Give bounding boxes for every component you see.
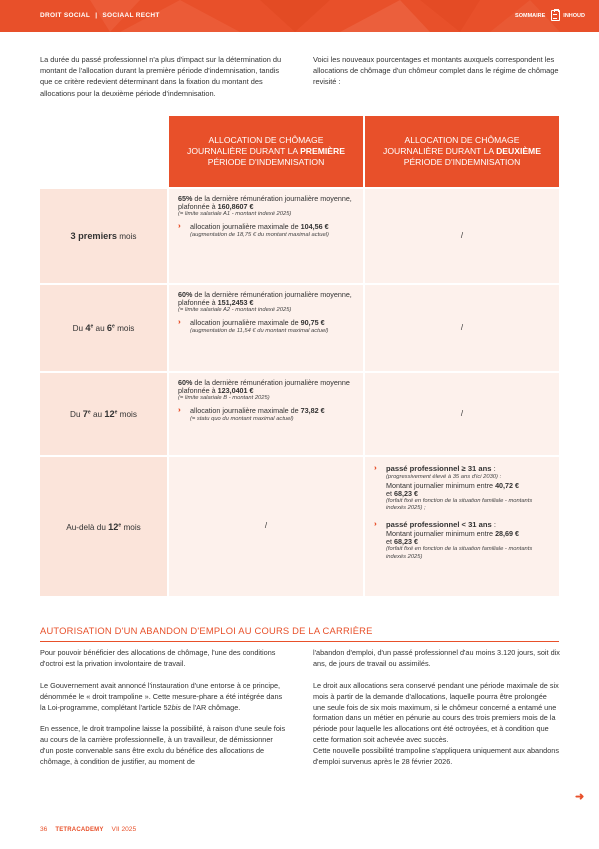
section-divider xyxy=(40,641,559,642)
seniority-below-31-colon: : xyxy=(491,519,496,529)
body-column-right xyxy=(313,648,561,768)
paragraph: Pour pouvoir bénéficier des allocations de chômage, l'une des conditions d'octroi est la privation involontaire de travail. xyxy=(40,648,276,668)
row-label-sup1: e xyxy=(90,323,94,330)
allocation-table xyxy=(40,116,559,598)
min-amount-text: Montant journalier minimum entre xyxy=(386,480,496,490)
arrow-right-icon[interactable]: ➜ xyxy=(575,791,585,803)
header-blank xyxy=(40,116,167,188)
second-period-cell xyxy=(365,456,559,597)
clipboard-icon[interactable] xyxy=(551,10,560,21)
ceiling-note: (= limite salariale A2 - montant indexé 2025) xyxy=(178,307,292,314)
and-text: et xyxy=(386,537,394,547)
section-title: AUTORISATION D'UN ABANDON D'EMPLOI AU COURS DE LA CARRIÈRE xyxy=(40,625,373,636)
double-chevron-icon: ›› xyxy=(374,520,375,528)
min-amount-low: 40,72 € xyxy=(495,480,520,490)
top-banner xyxy=(0,0,599,32)
row-label-sup2: e xyxy=(112,323,115,330)
rate-text xyxy=(178,195,355,211)
rate-text xyxy=(178,379,355,395)
row-label xyxy=(40,284,167,372)
page-footer xyxy=(40,826,136,833)
toc-link[interactable] xyxy=(515,10,585,21)
header-second-pre: ALLOCATION DE CHÔMAGE JOURNALIÈRE DURANT LA xyxy=(383,134,520,156)
tetracademy-logo: TETRACADEMY xyxy=(55,826,104,833)
row-label xyxy=(40,456,167,597)
ceiling-amount: 123,0401 € xyxy=(217,386,254,396)
row-label-pre: Du xyxy=(70,410,83,419)
row-label xyxy=(40,188,167,284)
row-label-num: 12 xyxy=(108,521,119,532)
and-text: et xyxy=(386,488,394,498)
row-label-num2: 6 xyxy=(106,323,113,333)
second-period-cell: / xyxy=(365,284,559,372)
header-second-post: PÉRIODE D'INDEMNISATION xyxy=(403,157,521,168)
first-period-cell xyxy=(169,372,363,456)
first-period-cell xyxy=(169,188,363,284)
seniority-31-plus-title: passé professionnel ≥ 31 ans xyxy=(386,464,492,473)
issue-label: VII 2025 xyxy=(111,826,137,833)
max-allocation-text: allocation journalière maximale de xyxy=(190,221,301,231)
intro-right: Voici les nouveaux pourcentages et montants auxquels correspondent les allocations de chômage d'un chômeur complet dans le régime de chômage revisité : xyxy=(313,55,559,87)
max-allocation-note: (= statu quo du montant maximal actuel) xyxy=(190,416,294,423)
paragraph: En essence, le droit trampoline laisse la possibilité, à raison d'une seule fois au cours de la carrière professionnelle, à un travailleur, de démissionner d'un poste convenable sans être exclu du bénéfice des allocations de chômage, à condition de justifier, au moment de xyxy=(40,724,286,767)
min-amount-high: 68,23 € xyxy=(394,537,418,547)
paragraph-part: Le Gouvernement avait annoncé l'instauration d'une entorse à ce principe, dénommée le « droit trampoline ». Cette mesure-phare a été intégrée dans la Loi-programme, complétant l'article 52 xyxy=(40,680,283,712)
rate-desc: de la dernière rémunération journalière moyenne, plafonnée à xyxy=(178,194,352,212)
sommaire-link[interactable]: SOMMAIRE xyxy=(515,12,546,19)
seniority-31-plus-and xyxy=(386,490,551,498)
rate-percent: 60% xyxy=(178,290,193,299)
row-label-mid: au xyxy=(93,324,107,333)
seniority-31-plus-colon: : xyxy=(491,464,496,473)
seniority-below-31-note: (forfait fixé en fonction de la situation familiale - montants indexés 2025) xyxy=(386,546,533,560)
rate-percent: 65% xyxy=(178,194,193,203)
seniority-31-plus-note: (progressivement élevé à 35 ans d'ici 2030) : xyxy=(386,474,502,481)
max-allocation-amount: 90,75 € xyxy=(300,317,325,327)
header-second-bold: DEUXIÈME xyxy=(496,145,541,156)
paragraph xyxy=(40,681,288,714)
max-allocation-amount: 104,56 € xyxy=(300,221,329,231)
max-allocation-amount: 73,82 € xyxy=(300,405,325,415)
first-period-cell: / xyxy=(169,456,363,597)
header-second-period xyxy=(365,116,559,188)
page-number: 36 xyxy=(40,826,48,833)
row-label-sup: e xyxy=(118,521,122,528)
breadcrumb xyxy=(40,12,160,19)
row-label-num2: 12 xyxy=(104,409,115,419)
header-first-period xyxy=(169,116,363,188)
max-allocation-note: (augmentation de 11,54 € du montant maximal actuel) xyxy=(190,328,329,335)
header-first-bold: PREMIÈRE xyxy=(300,145,345,156)
max-allocation-note: (augmentation de 18,75 € du montant maximal actuel) xyxy=(190,232,329,239)
paragraph: Le droit aux allocations sera conservé pendant une période maximale de six mois à partir de la demande d'allocations, laquelle pourra être prolongée une seule fois de six mois maximum, si le chômeur concerné a entamé une formation dans un métier en pénurie au cours des trois premiers mois de la période pour laquelle les allocations ont été octroyées, et à condition que cette formation soit achevée avec succès. xyxy=(313,680,559,745)
ceiling-amount: 151,2453 € xyxy=(217,298,254,308)
double-chevron-icon: ›› xyxy=(178,406,179,414)
table-row xyxy=(40,188,559,284)
min-amount-high: 68,23 € xyxy=(394,488,418,498)
max-allocation-text: allocation journalière maximale de xyxy=(190,317,301,327)
seniority-below-31-and xyxy=(386,538,551,546)
row-label-post: mois xyxy=(121,522,141,532)
seniority-below-31-title: passé professionnel < 31 ans xyxy=(386,519,492,529)
rate-desc: de la dernière rémunération journalière moyenne, plafonnée à xyxy=(178,290,352,308)
intro-left: La durée du passé professionnel n'a plus d'impact sur la détermination du montant de l'allocation durant la première période d'indemnisation, tandis que ce critère redevient déterminant dans la fixation du montant des allocations pour la deuxième période d'indemnisation. xyxy=(40,55,282,98)
paragraph-part: de l'AR chômage. xyxy=(180,702,241,712)
seniority-31-plus-bullet xyxy=(374,465,551,513)
table-row xyxy=(40,372,559,456)
paragraph-italic: bis xyxy=(171,702,181,712)
min-amount-text: Montant journalier minimum entre xyxy=(386,529,496,539)
max-allocation-bullet xyxy=(178,407,355,424)
table-row xyxy=(40,284,559,372)
row-label xyxy=(40,372,167,456)
breadcrumb-separator: | xyxy=(95,12,98,19)
row-label-post: mois xyxy=(114,324,135,333)
max-allocation-bullet xyxy=(178,319,355,336)
double-chevron-icon: ›› xyxy=(374,465,375,472)
section-label-nl[interactable]: SOCIAAL RECHT xyxy=(102,12,160,19)
double-chevron-icon: ›› xyxy=(178,222,179,230)
double-chevron-icon: ›› xyxy=(178,318,179,326)
rate-text xyxy=(178,291,355,307)
second-period-cell: / xyxy=(365,372,559,456)
row-label-num1: 7 xyxy=(82,409,88,419)
rate-percent: 60% xyxy=(178,378,193,387)
row-label-num1: 4 xyxy=(85,323,91,333)
seniority-below-31-bullet xyxy=(374,521,551,561)
seniority-31-plus-note2: (forfait fixé en fonction de la situation familiale - montants indexés 2025) ; xyxy=(386,498,533,512)
row-label-rest: mois xyxy=(116,232,137,241)
header-first-post: PÉRIODE D'INDEMNISATION xyxy=(207,157,325,168)
max-allocation-text: allocation journalière maximale de xyxy=(190,405,301,415)
row-label-pre: Au-delà du xyxy=(66,522,109,532)
second-period-cell: / xyxy=(365,188,559,284)
row-label-post: mois xyxy=(117,410,137,419)
row-label-bold: 3 premiers xyxy=(70,231,117,241)
paragraph: Cette nouvelle possibilité trampoline s'appliquera uniquement aux abandons d'emploi survenus après le 28 février 2026. xyxy=(313,746,559,767)
max-allocation-bullet xyxy=(178,223,355,240)
ceiling-note: (= limite salariale B - montant 2025) xyxy=(178,395,270,402)
min-amount-low: 28,69 € xyxy=(495,529,520,539)
row-label-mid: au xyxy=(90,410,105,419)
row-label-sup1: e xyxy=(87,409,91,416)
first-period-cell xyxy=(169,284,363,372)
inhoud-link[interactable]: INHOUD xyxy=(563,12,585,19)
ceiling-amount: 160,8607 € xyxy=(217,202,254,212)
header-first-pre: ALLOCATION DE CHÔMAGE JOURNALIÈRE DURANT LA xyxy=(187,134,324,156)
section-label-fr[interactable]: DROIT SOCIAL xyxy=(40,12,91,19)
row-label-pre: Du xyxy=(72,324,86,333)
table-header-row xyxy=(40,116,559,188)
body-column-left xyxy=(40,648,288,768)
table-row xyxy=(40,456,559,597)
row-label-sup2: e xyxy=(114,409,118,416)
ceiling-note: (= limite salariale A1 - montant indexé 2025) xyxy=(178,211,292,218)
rate-desc: de la dernière rémunération journalière moyenne plafonnée à xyxy=(178,378,350,396)
paragraph: l'abandon d'emploi, d'un passé professionnel d'au moins 3.120 jours, soit dix ans, de jours de travail ou assimilés. xyxy=(313,648,560,668)
